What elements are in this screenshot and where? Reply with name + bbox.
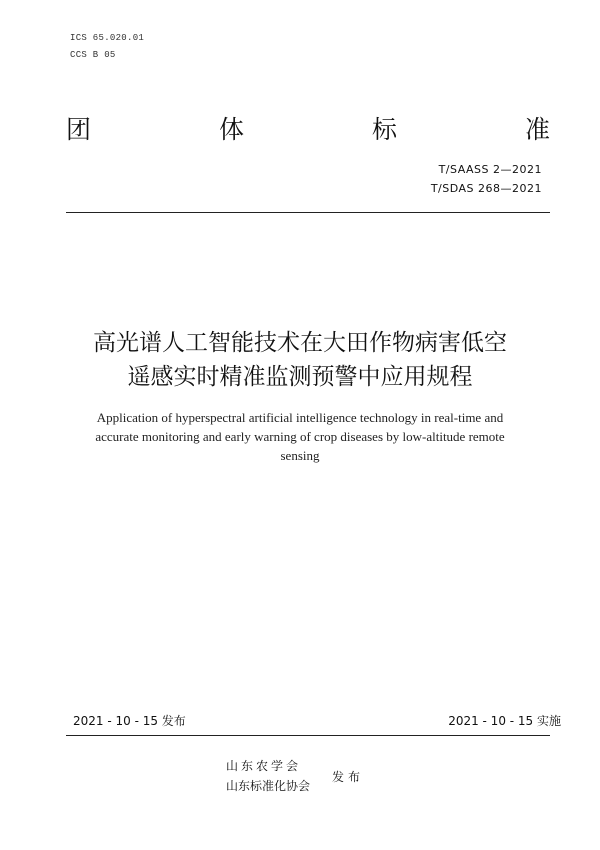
classification-codes bbox=[70, 30, 144, 64]
chinese-title-line-1: 高光谱人工智能技术在大田作物病害低空 bbox=[93, 330, 507, 356]
publisher-block bbox=[226, 756, 364, 796]
date-row bbox=[73, 712, 561, 729]
ics-code: ICS 65.020.01 bbox=[70, 33, 145, 43]
standard-numbers bbox=[431, 160, 542, 198]
standard-type-char: 团 bbox=[66, 115, 92, 144]
publisher-name: 山东农学会 bbox=[226, 759, 302, 773]
issue-label: 发布 bbox=[332, 769, 365, 784]
standard-type-char: 体 bbox=[218, 115, 244, 144]
standard-number-secondary: T/SDAS 268—2021 bbox=[430, 182, 542, 195]
chinese-title-line-2: 遥感实时精准监测预警中应用规程 bbox=[127, 364, 473, 390]
implementation-date: 2021 - 10 - 15 实施 bbox=[448, 714, 561, 728]
standard-type-char: 准 bbox=[524, 115, 550, 144]
standard-type-char: 标 bbox=[371, 115, 397, 144]
ccs-code: CCS B 05 bbox=[70, 50, 116, 60]
issue-date: 2021 - 10 - 15 发布 bbox=[73, 714, 186, 728]
standard-number-primary: T/SAASS 2—2021 bbox=[438, 163, 542, 176]
chinese-title bbox=[40, 326, 560, 394]
standard-type-heading bbox=[66, 110, 550, 146]
bottom-divider bbox=[66, 735, 550, 736]
english-title: Application of hyperspectral artificial intelligence technology in real-time and accurate monitoring and early warning of crop diseases by low-altitude remote sensing bbox=[95, 410, 505, 463]
top-divider bbox=[66, 212, 550, 213]
publisher-name: 山东标准化协会 bbox=[226, 779, 311, 793]
publisher-list bbox=[226, 756, 310, 796]
